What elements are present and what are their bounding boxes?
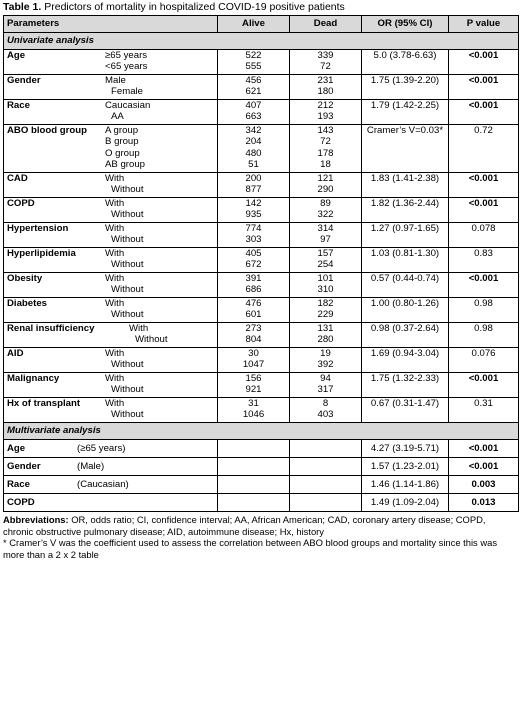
parameter-name: ABO blood group (7, 125, 87, 136)
alive-value: 686 (245, 284, 262, 296)
p-value-cell: 0.076 (449, 348, 519, 373)
category-list (105, 50, 214, 73)
alive-value: 273 (245, 323, 262, 334)
dead-cell (290, 494, 362, 512)
dead-value: 72 (320, 136, 331, 148)
table-row (4, 75, 519, 100)
alive-cell (218, 273, 290, 298)
header-alive: Alive (218, 16, 290, 33)
parameter-wrap (7, 125, 214, 171)
abbreviations-note (3, 514, 514, 537)
dead-cell (290, 298, 362, 323)
dead-cell (290, 50, 362, 75)
header-parameters: Parameters (4, 16, 218, 33)
parameter-cell (4, 298, 218, 323)
parameter-cell (4, 223, 218, 248)
parameter-wrap (7, 248, 214, 271)
alive-cell (218, 198, 290, 223)
dead-value: 89 (320, 198, 331, 209)
parameter-cell (4, 273, 218, 298)
parameter-wrap (7, 173, 214, 196)
table-row (4, 494, 519, 512)
alive-cell (218, 323, 290, 348)
dead-cell (290, 125, 362, 173)
alive-cell (218, 100, 290, 125)
or-ci-cell: 1.27 (0.97-1.65) (362, 223, 449, 248)
alive-value: 142 (245, 198, 262, 209)
table-row (4, 348, 519, 373)
category-list (129, 323, 214, 346)
p-value-cell: 0.98 (449, 323, 519, 348)
alive-value: 935 (245, 209, 262, 221)
alive-cell (218, 398, 290, 423)
dead-value: 101 (317, 273, 334, 284)
parameter-cell (4, 125, 218, 173)
table-row (4, 198, 519, 223)
category-list (105, 373, 214, 396)
alive-value: 1047 (242, 359, 265, 371)
or-ci-cell: 0.67 (0.31-1.47) (362, 398, 449, 423)
header-or-ci: OR (95% CI) (362, 16, 449, 33)
parameter-wrap (7, 398, 214, 421)
category-label: AA (111, 111, 124, 123)
parameter-name: Diabetes (7, 298, 47, 309)
dead-cell (290, 323, 362, 348)
category-label: With (105, 223, 125, 234)
category-label: Without (111, 259, 144, 271)
p-value-cell: 0.003 (449, 476, 519, 494)
table-row (4, 173, 519, 198)
table-row (4, 273, 519, 298)
parameter-name: Hyperlipidemia (7, 248, 76, 259)
parameter-wrap (7, 298, 214, 321)
alive-value: 621 (245, 86, 262, 98)
alive-value: 476 (245, 298, 262, 309)
p-value-cell: <0.001 (449, 440, 519, 458)
p-value-cell: <0.001 (449, 50, 519, 75)
category-label: B group (105, 136, 139, 148)
category-label: Without (111, 384, 144, 396)
dead-value: 212 (317, 100, 334, 111)
category-label: Without (135, 334, 168, 346)
category-label: (Male) (77, 460, 105, 472)
or-ci-cell: 1.03 (0.81-1.30) (362, 248, 449, 273)
dead-value: 18 (320, 159, 331, 171)
alive-value: 555 (245, 61, 262, 73)
category-list (105, 248, 214, 271)
alive-value: 774 (245, 223, 262, 234)
alive-cell (218, 458, 290, 476)
table-row (4, 458, 519, 476)
parameter-wrap (7, 75, 214, 98)
univariate-section-row (4, 33, 519, 50)
parameter-name: Race (7, 478, 30, 490)
parameter-name: COPD (7, 496, 35, 508)
table-row (4, 298, 519, 323)
dead-value: 19 (320, 348, 331, 359)
dead-value: 193 (317, 111, 334, 123)
alive-value: 921 (245, 384, 262, 396)
p-value-cell: <0.001 (449, 100, 519, 125)
alive-cell (218, 494, 290, 512)
dead-cell (290, 398, 362, 423)
alive-value: 522 (245, 50, 262, 61)
table-row (4, 100, 519, 125)
category-list (105, 398, 214, 421)
category-list (105, 125, 214, 171)
parameter-cell (4, 458, 218, 476)
dead-value: 72 (320, 61, 331, 73)
category-label: Without (111, 209, 144, 221)
category-label: ≥65 years (105, 50, 148, 61)
alive-value: 456 (245, 75, 262, 86)
category-list (105, 100, 214, 123)
category-label: With (105, 248, 125, 259)
table-body (4, 33, 519, 512)
category-label: Without (111, 234, 144, 246)
alive-value: 672 (245, 259, 262, 271)
parameter-cell (4, 494, 218, 512)
dead-cell (290, 458, 362, 476)
parameter-cell (4, 398, 218, 423)
parameter-wrap (7, 323, 214, 346)
dead-cell (290, 75, 362, 100)
p-value-cell: 0.013 (449, 494, 519, 512)
dead-value: 178 (317, 147, 334, 159)
category-label: With (105, 298, 125, 309)
dead-value: 182 (317, 298, 334, 309)
univariate-section-title: Univariate analysis (4, 33, 519, 50)
or-ci-cell: 4.27 (3.19-5.71) (362, 440, 449, 458)
multivariate-section-row (4, 423, 519, 440)
parameter-name: Hypertension (7, 223, 69, 234)
category-label: Without (111, 409, 144, 421)
p-value-cell: 0.83 (449, 248, 519, 273)
or-ci-cell: 0.57 (0.44-0.74) (362, 273, 449, 298)
parameter-name: AID (7, 348, 24, 359)
category-label: Without (111, 359, 144, 371)
alive-value: 407 (245, 100, 262, 111)
dead-value: 94 (320, 373, 331, 384)
category-list (105, 223, 214, 246)
alive-value: 156 (245, 373, 262, 384)
category-label: Caucasian (105, 100, 151, 111)
footnotes (3, 514, 518, 560)
parameter-cell (4, 440, 218, 458)
parameter-wrap (7, 373, 214, 396)
or-ci-cell: 1.00 (0.80-1.26) (362, 298, 449, 323)
alive-value: 51 (248, 159, 259, 171)
dead-value: 310 (317, 284, 334, 296)
abbreviations-text: OR, odds ratio; CI, confidence interval; AA, African American; CAD, coronary artery disease; COPD, chronic obstructive pulmonary disease; AID, autoimmune disease; Hx, history (3, 514, 486, 537)
category-list (105, 298, 214, 321)
or-ci-cell: 1.75 (1.39-2.20) (362, 75, 449, 100)
dead-value: 8 (322, 398, 329, 409)
category-label: Male (105, 75, 126, 86)
or-ci-cell: 1.57 (1.23-2.01) (362, 458, 449, 476)
parameter-cell (4, 373, 218, 398)
category-list (105, 75, 214, 98)
category-label: With (105, 373, 125, 384)
alive-value: 31 (248, 398, 259, 409)
p-value-cell: <0.001 (449, 373, 519, 398)
category-list (105, 173, 214, 196)
dead-cell (290, 440, 362, 458)
p-value-cell: <0.001 (449, 75, 519, 100)
alive-value: 405 (245, 248, 262, 259)
table-row (4, 323, 519, 348)
p-value-cell: 0.31 (449, 398, 519, 423)
dead-value: 97 (320, 234, 331, 246)
alive-value: 204 (245, 136, 262, 148)
or-ci-cell: 0.98 (0.37-2.64) (362, 323, 449, 348)
parameter-cell (4, 100, 218, 125)
category-label: With (105, 348, 125, 359)
parameter-name: Race (7, 100, 30, 111)
dead-value: 254 (317, 259, 334, 271)
cramer-note: * Cramer’s V was the coefficient used to assess the correlation between ABO blood groups and mortality since this was more than a 2 x 2 table (3, 537, 498, 560)
parameter-wrap (7, 273, 214, 296)
category-label: With (105, 173, 125, 184)
p-value-cell: <0.001 (449, 273, 519, 298)
p-value-cell: <0.001 (449, 173, 519, 198)
dead-cell (290, 248, 362, 273)
or-ci-cell: 1.75 (1.32-2.33) (362, 373, 449, 398)
or-ci-cell: Cramer’s V=0.03* (362, 125, 449, 173)
category-label: (Caucasian) (77, 478, 129, 490)
parameter-name: Hx of transplant (7, 398, 81, 409)
parameter-cell (4, 198, 218, 223)
parameter-name: Obesity (7, 273, 43, 284)
category-label: AB group (105, 159, 146, 171)
table-row (4, 125, 519, 173)
or-ci-cell: 1.46 (1.14-1.86) (362, 476, 449, 494)
category-label: With (105, 273, 125, 284)
category-label: A group (105, 125, 139, 136)
category-label: Female (111, 86, 143, 98)
category-label: With (105, 198, 125, 209)
caption-label: Table 1. (3, 1, 42, 13)
dead-value: 231 (317, 75, 334, 86)
alive-value: 663 (245, 111, 262, 123)
category-label: Without (111, 284, 144, 296)
parameter-cell (4, 173, 218, 198)
parameter-cell (4, 348, 218, 373)
category-list (105, 198, 214, 221)
parameter-name: Renal insufficiency (7, 323, 95, 334)
dead-cell (290, 100, 362, 125)
alive-cell (218, 440, 290, 458)
parameter-name: Gender (7, 460, 41, 472)
dead-value: 229 (317, 309, 334, 321)
category-list (105, 273, 214, 296)
p-value-cell: <0.001 (449, 198, 519, 223)
dead-value: 317 (317, 384, 334, 396)
category-label: (≥65 years) (77, 442, 126, 454)
parameter-wrap (7, 50, 214, 73)
alive-cell (218, 125, 290, 173)
dead-cell (290, 273, 362, 298)
or-ci-cell: 1.79 (1.42-2.25) (362, 100, 449, 125)
alive-cell (218, 298, 290, 323)
header-p-value: P value (449, 16, 519, 33)
dead-value: 314 (317, 223, 334, 234)
alive-value: 200 (245, 173, 262, 184)
parameter-wrap (7, 223, 214, 246)
table-row (4, 476, 519, 494)
parameter-name: Age (7, 50, 26, 61)
dead-value: 157 (317, 248, 334, 259)
parameter-name: Age (7, 442, 26, 454)
parameter-name: Gender (7, 75, 41, 86)
or-ci-cell: 1.49 (1.09-2.04) (362, 494, 449, 512)
alive-value: 804 (245, 334, 262, 346)
alive-value: 1046 (242, 409, 265, 421)
header-dead: Dead (290, 16, 362, 33)
table-row (4, 373, 519, 398)
category-label: O group (105, 147, 140, 159)
alive-cell (218, 348, 290, 373)
category-label: With (105, 398, 125, 409)
parameter-wrap (7, 198, 214, 221)
parameter-cell (4, 476, 218, 494)
dead-value: 280 (317, 334, 334, 346)
category-label: Without (111, 184, 144, 196)
parameter-name: CAD (7, 173, 28, 184)
alive-value: 877 (245, 184, 262, 196)
dead-value: 403 (317, 409, 334, 421)
header-row (4, 16, 519, 33)
abbreviations-label: Abbreviations: (3, 514, 69, 525)
category-list (105, 348, 214, 371)
multivariate-section-title: Multivariate analysis (4, 423, 519, 440)
alive-cell (218, 223, 290, 248)
alive-value: 391 (245, 273, 262, 284)
dead-value: 290 (317, 184, 334, 196)
category-label: With (129, 323, 149, 334)
parameter-name: Malignancy (7, 373, 60, 384)
or-ci-cell: 1.83 (1.41-2.38) (362, 173, 449, 198)
alive-value: 342 (245, 125, 262, 136)
parameter-wrap (7, 348, 214, 371)
parameter-name: COPD (7, 198, 35, 209)
alive-cell (218, 476, 290, 494)
dead-cell (290, 373, 362, 398)
dead-cell (290, 348, 362, 373)
alive-cell (218, 50, 290, 75)
dead-value: 339 (317, 50, 334, 61)
alive-cell (218, 373, 290, 398)
or-ci-cell: 1.82 (1.36-2.44) (362, 198, 449, 223)
dead-value: 143 (317, 125, 334, 136)
alive-value: 480 (245, 147, 262, 159)
dead-value: 131 (317, 323, 334, 334)
table-row (4, 398, 519, 423)
table-row (4, 223, 519, 248)
table-row (4, 248, 519, 273)
dead-value: 322 (317, 209, 334, 221)
dead-cell (290, 198, 362, 223)
alive-cell (218, 75, 290, 100)
dead-value: 392 (317, 359, 334, 371)
dead-value: 180 (317, 86, 334, 98)
alive-value: 303 (245, 234, 262, 246)
table-row (4, 50, 519, 75)
dead-cell (290, 173, 362, 198)
category-label: Without (111, 309, 144, 321)
parameter-wrap (7, 100, 214, 123)
category-label: <65 years (105, 61, 148, 73)
dead-cell (290, 476, 362, 494)
caption-text: Predictors of mortality in hospitalized COVID-19 positive patients (41, 1, 345, 13)
p-value-cell: <0.001 (449, 458, 519, 476)
p-value-cell: 0.72 (449, 125, 519, 173)
dead-value: 121 (317, 173, 334, 184)
parameter-cell (4, 50, 218, 75)
p-value-cell: 0.98 (449, 298, 519, 323)
dead-cell (290, 223, 362, 248)
alive-value: 601 (245, 309, 262, 321)
alive-value: 30 (248, 348, 259, 359)
p-value-cell: 0.078 (449, 223, 519, 248)
mortality-predictors-table (3, 15, 519, 512)
alive-cell (218, 248, 290, 273)
parameter-cell (4, 248, 218, 273)
parameter-cell (4, 75, 218, 100)
or-ci-cell: 1.69 (0.94-3.04) (362, 348, 449, 373)
alive-cell (218, 173, 290, 198)
parameter-cell (4, 323, 218, 348)
table-caption (3, 1, 518, 14)
or-ci-cell: 5.0 (3.78-6.63) (362, 50, 449, 75)
table-row (4, 440, 519, 458)
